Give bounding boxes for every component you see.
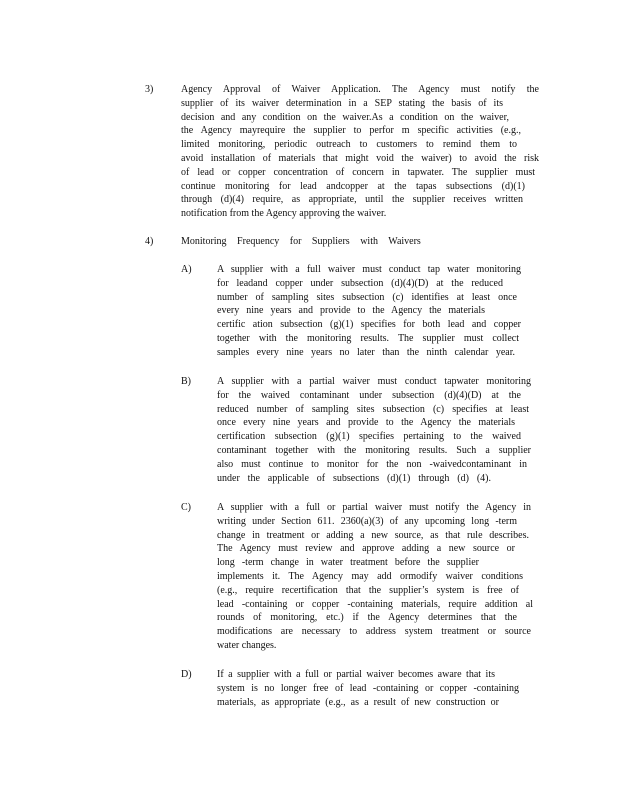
text-line: A supplier with a partial waiver must conduct tapwater monitoring [217, 376, 531, 387]
text-line: samples every nine years no later than the ninth calendar year. [217, 346, 515, 358]
subitem-number: A) [181, 264, 192, 275]
text-line: Agency Approval of Waiver Application. The Agency must notify the [181, 84, 539, 95]
text-line: If a supplier with a full or partial waiver becomes aware that its [217, 669, 495, 680]
item-number: 3) [145, 84, 154, 95]
text-line: avoid installation of materials that might void the waiver) to avoid the risk [181, 152, 539, 164]
text-line: number of sampling sites subsection (c) identifies at least once [217, 291, 517, 303]
text-line: for leadand copper under subsection (d)(4)(D) at the reduced [217, 277, 503, 289]
text-line: through (d)(4) require, as appropriate, until the supplier receives written [181, 194, 523, 206]
text-line: of lead or copper concentration of concern in tapwater. The supplier must [181, 166, 535, 178]
text-line: also must continue to monitor for the non -waivedcontaminant in [217, 458, 527, 470]
text-line: limited monitoring, periodic outreach to customers to remind them to [181, 139, 517, 151]
text-line: modifications are necessary to address system treatment or source [217, 626, 531, 638]
text-line: together with the monitoring results. The supplier must collect [217, 332, 519, 344]
text-line: every nine years and provide to the Agency the materials [217, 305, 485, 317]
text-line: notification from the Agency approving the waiver. [181, 208, 387, 220]
section-heading: Monitoring Frequency for Suppliers with Waivers [181, 236, 421, 247]
text-line: continue monitoring for lead andcopper at the tapas subsections (d)(1) [181, 180, 525, 192]
text-line: water changes. [217, 639, 277, 651]
subitem-number: C) [181, 502, 191, 513]
text-line: for the waived contaminant under subsection (d)(4)(D) at the [217, 389, 521, 401]
item-number: 4) [145, 236, 154, 247]
subitem-c-paragraph [217, 501, 531, 653]
text-line: A supplier with a full or partial waiver must notify the Agency in [217, 502, 531, 513]
text-line: contaminant together with the monitoring results. Such a supplier [217, 444, 531, 456]
text-line: under the applicable of subsections (d)(1) through (d) (4). [217, 472, 491, 484]
text-line: long -term change in water treatment before the supplier [217, 557, 479, 569]
text-line: materials, as appropriate (e.g., as a result of new construction or [217, 696, 499, 708]
text-line: implements it. The Agency may add ormodify waiver conditions [217, 570, 523, 582]
item-3-paragraph [181, 83, 539, 221]
text-line: writing under Section 611. 2360(a)(3) of any upcoming long -term [217, 515, 517, 527]
text-line: (e.g., require recertification that the supplier’s system is free of [217, 584, 519, 596]
text-line: supplier of its waiver determination in a SEP stating the basis of its [181, 97, 503, 109]
subitem-number: B) [181, 376, 191, 387]
text-line: certific ation subsection (g)(1) specifies for both lead and copper [217, 319, 521, 331]
subitem-b-paragraph [217, 375, 531, 485]
subitem-a-paragraph [217, 263, 521, 360]
text-line: change in treatment or adding a new source, as that rule describes. [217, 529, 529, 541]
text-line: The Agency must review and approve adding a new source or [217, 543, 515, 555]
text-line: A supplier with a full waiver must conduct tap water monitoring [217, 264, 521, 275]
subitem-number: D) [181, 669, 192, 680]
text-line: lead -containing or copper -containing materials, require addition al [217, 598, 533, 610]
text-line: reduced number of sampling sites subsection (c) specifies at least [217, 403, 529, 415]
subitem-d-paragraph [217, 668, 521, 709]
text-line: the Agency mayrequire the supplier to perfor m specific activities (e.g., [181, 125, 521, 137]
text-line: certification subsection (g)(1) specifies pertaining to the waived [217, 431, 521, 443]
text-line: rounds of monitoring, etc.) if the Agency determines that the [217, 612, 517, 624]
text-line: once every nine years and provide to the Agency the materials [217, 417, 515, 429]
text-line: system is no longer free of lead -containing or copper -containing [217, 682, 519, 694]
text-line: decision and any condition on the waiver.As a condition on the waiver, [181, 111, 509, 123]
